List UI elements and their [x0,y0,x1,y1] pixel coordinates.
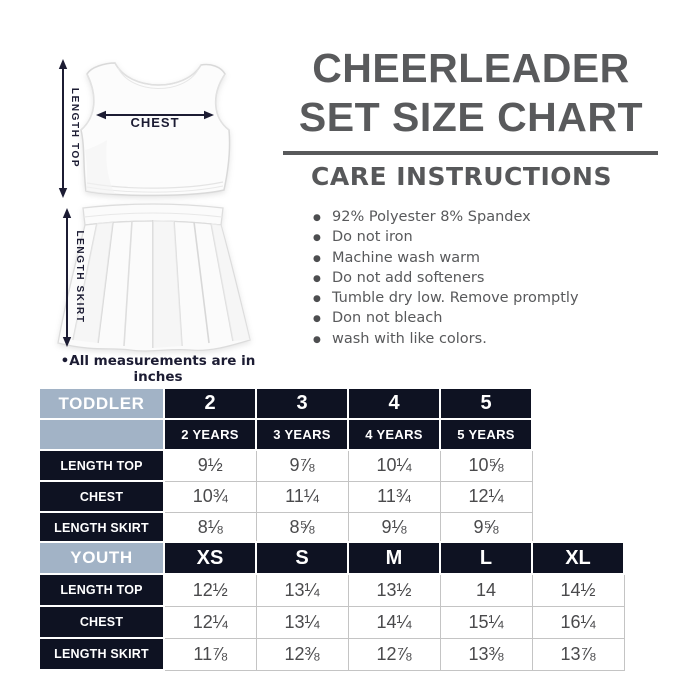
measurements-note: •All measurements are in inches [60,353,256,385]
care-item: ● 92% Polyester 8% Spandex [311,207,667,227]
year-header-cell: 5 YEARS [440,419,532,450]
toddler-years-header-row [39,419,532,450]
value-cell: 10¼ [348,450,440,481]
care-instructions-heading: CARE INSTRUCTIONS [311,162,612,191]
row-label-cell: LENGTH TOP [39,450,164,481]
table-row [39,450,532,481]
value-cell: 13¼ [256,606,348,638]
page-title [283,44,659,142]
value-cell: 12½ [164,574,256,606]
size-header-cell: L [440,542,532,574]
size-header-cell: M [348,542,440,574]
chest-measure-label: CHEST [130,115,180,130]
row-label-cell: CHEST [39,481,164,512]
value-cell: 8⅛ [164,512,256,543]
value-cell: 9⅛ [348,512,440,543]
care-instructions-list [311,207,667,349]
row-label-cell: LENGTH SKIRT [39,512,164,543]
value-cell: 12¼ [440,481,532,512]
length-skirt-measure-label: LENGTH SKIRT [74,230,85,324]
size-header-cell: S [256,542,348,574]
value-cell: 10¾ [164,481,256,512]
page-title-line2: SET SIZE CHART [298,94,644,140]
youth-size-table [38,541,625,671]
care-item: ● Machine wash warm [311,248,667,268]
table-row [39,638,624,670]
value-cell: 14¼ [348,606,440,638]
row-label-cell: LENGTH TOP [39,574,164,606]
care-item: ● Do not iron [311,227,667,247]
year-header-cell: 3 YEARS [256,419,348,450]
toddler-size-header-row [39,388,532,419]
empty-corner-cell [39,419,164,450]
care-item: ● wash with like colors. [311,329,667,349]
row-label-cell: CHEST [39,606,164,638]
youth-size-header-row [39,542,624,574]
value-cell: 8⅝ [256,512,348,543]
value-cell: 11¼ [256,481,348,512]
skirt-graphic [58,204,250,351]
care-item: ● Tumble dry low. Remove promptly [311,288,667,308]
value-cell: 16¼ [532,606,624,638]
value-cell: 9½ [164,450,256,481]
size-header-cell: 3 [256,388,348,419]
value-cell: 10⅝ [440,450,532,481]
garment-illustration [35,50,285,385]
size-header-cell: 2 [164,388,256,419]
value-cell: 13⅞ [532,638,624,670]
size-header-cell: XS [164,542,256,574]
care-item: ● Don not bleach [311,308,667,328]
row-label-cell: LENGTH SKIRT [39,638,164,670]
value-cell: 12⅞ [348,638,440,670]
value-cell: 12⅜ [256,638,348,670]
youth-group-label: YOUTH [39,542,164,574]
table-row [39,512,532,543]
size-header-cell: 4 [348,388,440,419]
value-cell: 14½ [532,574,624,606]
size-header-cell: 5 [440,388,532,419]
table-row [39,574,624,606]
value-cell: 13¼ [256,574,348,606]
value-cell: 15¼ [440,606,532,638]
value-cell: 12¼ [164,606,256,638]
value-cell: 14 [440,574,532,606]
care-instructions-section [311,162,667,349]
size-header-cell: XL [532,542,624,574]
value-cell: 9⅝ [440,512,532,543]
toddler-size-table [38,387,533,544]
value-cell: 13⅜ [440,638,532,670]
value-cell: 9⅞ [256,450,348,481]
care-item: ● Do not add softeners [311,268,667,288]
page-title-line1: CHEERLEADER [312,45,630,91]
year-header-cell: 2 YEARS [164,419,256,450]
year-header-cell: 4 YEARS [348,419,440,450]
table-row [39,481,532,512]
value-cell: 13½ [348,574,440,606]
value-cell: 11¾ [348,481,440,512]
table-row [39,606,624,638]
toddler-group-label: TODDLER [39,388,164,419]
title-divider [283,151,658,155]
value-cell: 11⅞ [164,638,256,670]
length-top-measure-label: LENGTH TOP [69,87,80,169]
